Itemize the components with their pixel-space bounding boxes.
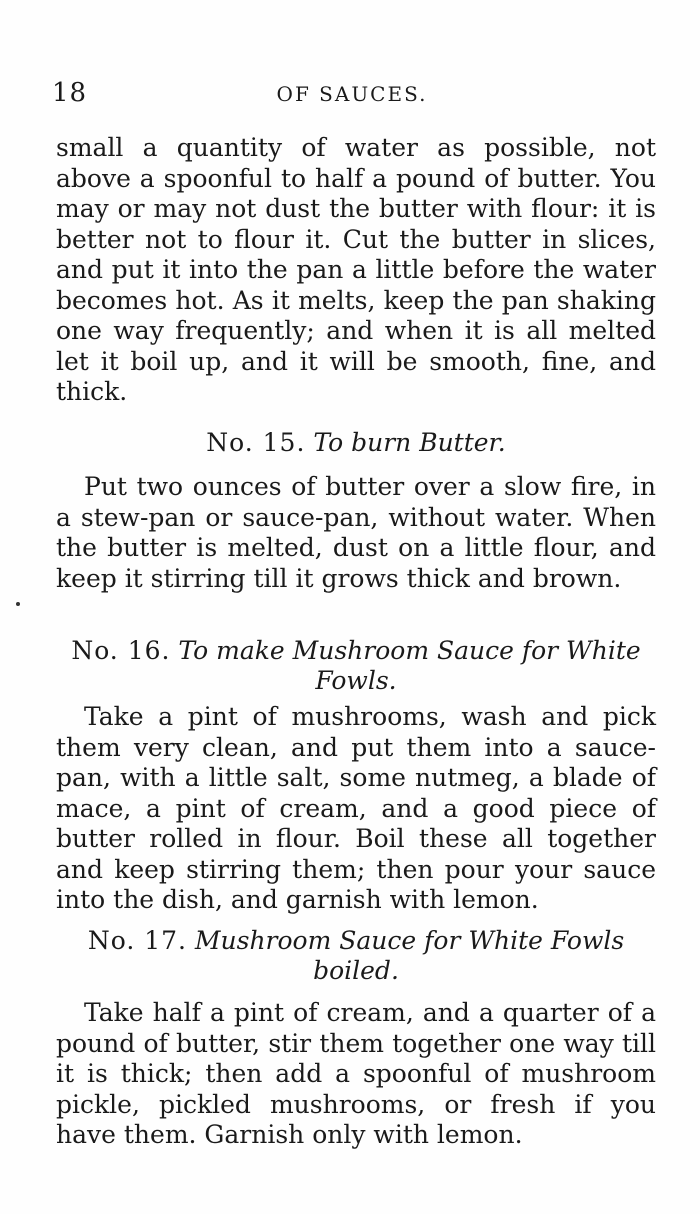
recipe-number-17: No. 17. [87, 926, 187, 955]
recipe-number-16: No. 16. [71, 636, 171, 665]
recipe-body-17 [56, 998, 656, 1151]
recipe-body-15-text: Put two ounces of butter over a slow fire, in a stew-pan or sauce-pan, without water. When the butter is melted, dust on a little flour, and keep it stirring till it grows thick and brown. [56, 472, 656, 593]
recipe-body-17-text: Take half a pint of cream, and a quarter of a pound of butter, stir them together one way till it is thick; then add a spoonful of mushroom pickle, pickled mushrooms, or fresh if you have them. Garnish only with lemon. [56, 998, 656, 1149]
recipe-heading-16 [56, 636, 656, 696]
running-head [52, 78, 652, 108]
recipe-body-16 [56, 702, 656, 916]
recipe-number-15: No. 15. [206, 428, 306, 457]
recipe-title-16: To make Mushroom Sauce for White Fowls. [178, 636, 641, 695]
intro-paragraph-text: small a quantity of water as possible, not above a spoonful to half a pound of butter. You may or may not dust the butter with flour: it is better not to flour it. Cut the butter in slices, and put it into the pan a little before the water becomes hot. As it melts, keep the pan shaking one way frequently; and when it is all melted let it boil up, and it will be smooth, fine, and thick. [56, 133, 656, 406]
recipe-heading-17 [56, 926, 656, 986]
page-number: 18 [52, 78, 88, 108]
running-title: OF SAUCES. [276, 82, 428, 106]
recipe-title-15: To burn Butter. [313, 428, 506, 457]
recipe-body-15 [56, 472, 656, 594]
recipe-heading-15 [56, 428, 656, 458]
recipe-body-16-text: Take a pint of mushrooms, wash and pick them very clean, and put them into a sauce-pan, with a little salt, some nutmeg, a blade of mace, a pint of cream, and a good piece of butter rolled in flour. Boil these all together and keep stirring them; then pour your sauce into the dish, and garnish with lemon. [56, 702, 656, 914]
intro-paragraph [56, 133, 656, 408]
recipe-title-17: Mushroom Sauce for White Fowls boiled. [194, 926, 625, 985]
ink-speck [16, 602, 20, 606]
